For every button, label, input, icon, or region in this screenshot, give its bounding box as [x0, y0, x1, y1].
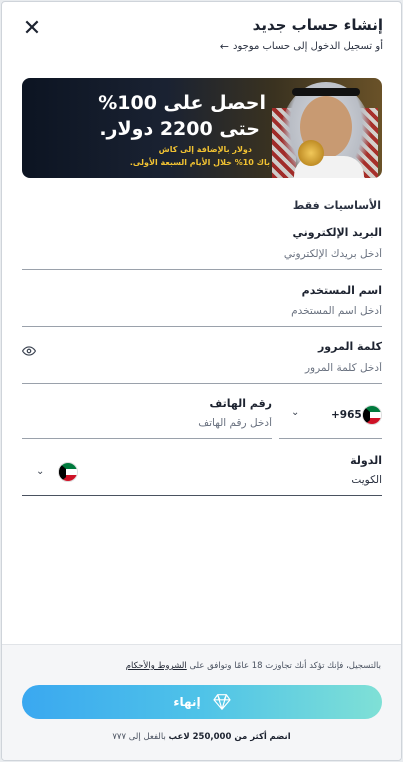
email-label: البريد الإلكتروني: [292, 226, 382, 239]
join-count: أكثر من 250,000 لاعب: [168, 732, 267, 742]
country-value: الكويت: [351, 474, 382, 486]
chevron-down-icon: ⌄: [291, 407, 300, 418]
modal-footer: [2, 644, 401, 761]
username-field: [22, 284, 382, 327]
banner-headline: احصل على 100%: [98, 92, 266, 114]
terms-text: [126, 661, 381, 671]
kuwait-flag-icon: [362, 405, 382, 425]
country-code: +965: [331, 409, 362, 421]
banner-person-agal: [292, 88, 360, 96]
banner-coins: [298, 140, 324, 166]
email-field: [22, 226, 382, 270]
page-title: إنشاء حساب جديد: [252, 16, 383, 34]
promo-banner: [22, 78, 382, 178]
finish-button[interactable]: [22, 685, 382, 719]
close-icon[interactable]: ✕: [22, 16, 42, 41]
password-input[interactable]: [22, 362, 382, 374]
join-prefix: انضم: [269, 732, 291, 742]
modal-header: [2, 2, 401, 62]
password-field: [22, 340, 382, 384]
login-link[interactable]: [220, 40, 383, 53]
chevron-down-icon: ⌄: [36, 466, 45, 477]
terms-prefix: بالتسجيل، فإنك تؤكد أنك تجاوزت 18 عامًا وتوافق على: [189, 661, 381, 671]
banner-subtext-cashback: باك 10% خلال الأيام السبعة الأولى.: [129, 158, 270, 167]
section-label: الأساسيات فقط: [292, 199, 381, 212]
country-select[interactable]: [22, 454, 382, 496]
password-label: كلمة المرور: [317, 340, 382, 353]
join-text: [2, 732, 401, 742]
country-code-select[interactable]: [279, 397, 382, 439]
username-input[interactable]: [22, 305, 382, 317]
signup-modal: [1, 1, 402, 761]
country-label: الدولة: [350, 454, 382, 467]
diamond-icon: [213, 694, 231, 710]
arrow-left-icon: ←: [219, 40, 229, 53]
phone-field: [22, 397, 272, 439]
email-input[interactable]: [22, 248, 382, 260]
banner-headline-amount: حتى 2200 دولار.: [99, 118, 260, 140]
kuwait-flag-icon: [58, 462, 78, 482]
phone-label: رقم الهاتف: [209, 397, 272, 410]
login-link-label: أو تسجيل الدخول إلى حساب موجود: [233, 41, 383, 52]
join-suffix: بالفعل إلى ٧٧٧: [112, 732, 166, 742]
phone-input[interactable]: [22, 417, 272, 429]
banner-subtext: دولار بالإضافة إلى كاش: [158, 145, 252, 154]
finish-button-label: إنهاء: [173, 695, 201, 709]
terms-link[interactable]: الشروط والأحكام: [125, 661, 187, 671]
username-label: اسم المستخدم: [301, 284, 382, 297]
eye-icon[interactable]: [22, 344, 36, 358]
